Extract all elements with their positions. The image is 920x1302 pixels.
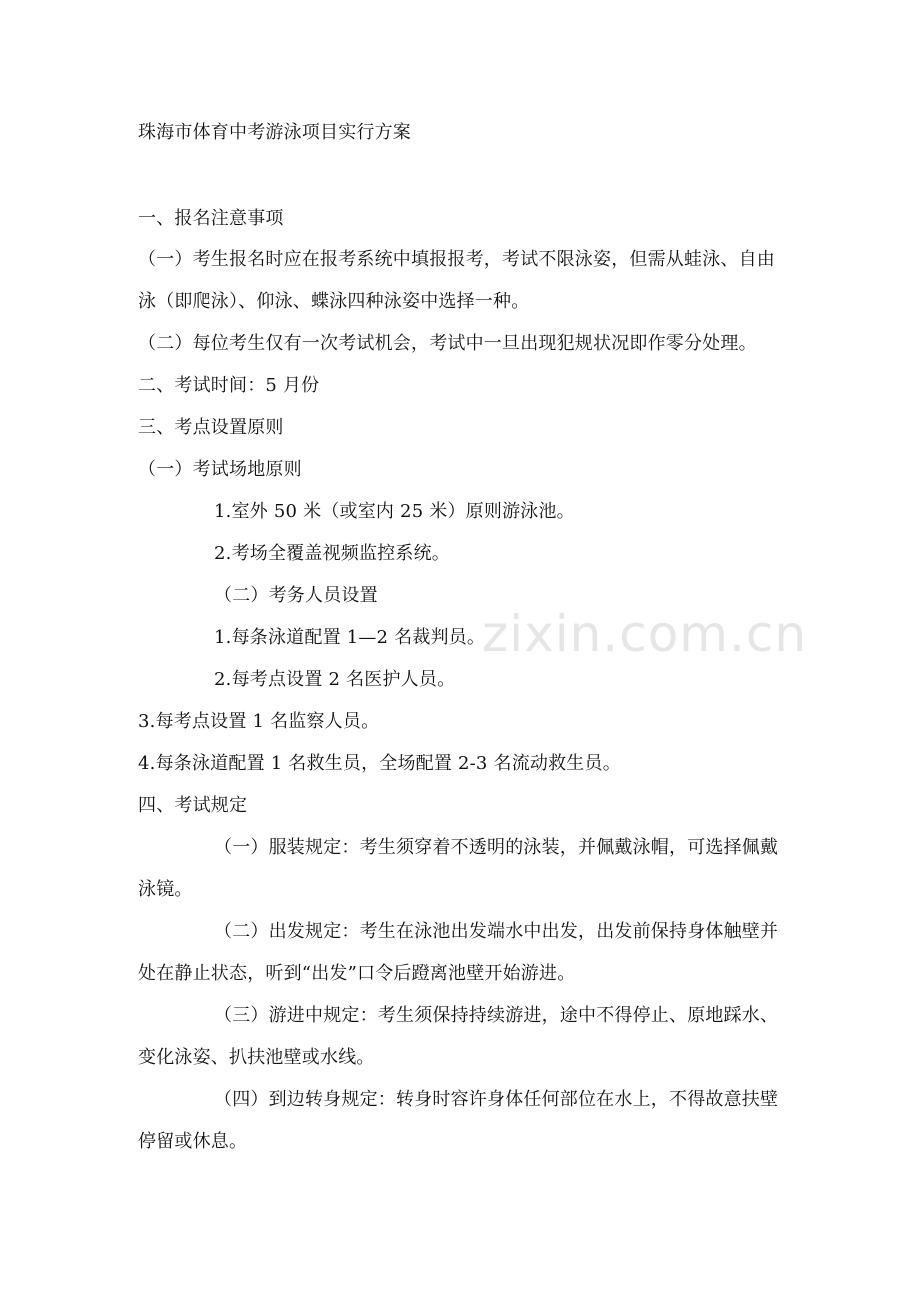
list-item: 4.每条泳道配置 1 名救生员，全场配置 2-3 名流动救生员。 [138,753,621,774]
paragraph-line: （四）到边转身规定：转身时容许身体任何部位在水上，不得故意扶壁 [214,1089,779,1110]
subsection-heading: （一）考试场地原则 [138,459,302,480]
paragraph-line: 泳（即爬泳）、仰泳、蝶泳四种泳姿中选择一种。 [138,291,530,312]
document-title: 珠海市体育中考游泳项目实行方案 [138,122,411,143]
subsection-heading: （二）考务人员设置 [214,585,378,606]
section-heading: 四、考试规定 [138,795,248,816]
paragraph-line: （三）游进中规定：考生须保持持续游进，途中不得停止、原地踩水、 [214,1005,779,1026]
paragraph-line: 变化泳姿、扒扶池壁或水线。 [138,1047,375,1068]
section-heading: 三、考点设置原则 [138,417,284,438]
paragraph-line: （二）每位考生仅有一次考试机会，考试中一旦出现犯规状况即作零分处理。 [138,333,757,354]
paragraph-line: （二）出发规定：考生在泳池出发端水中出发，出发前保持身体触壁并 [214,921,779,942]
paragraph-line: 泳镜。 [138,879,193,900]
section-heading: 二、考试时间：5 月份 [138,375,320,396]
list-item: 2.每考点设置 2 名医护人员。 [214,669,456,690]
list-item: 2.考场全覆盖视频监控系统。 [214,543,450,564]
paragraph-line: （一）服装规定：考生须穿着不透明的泳装，并佩戴泳帽，可选择佩戴 [214,837,779,858]
list-item: 1.室外 50 米（或室内 25 米）原则游泳池。 [214,501,575,522]
paragraph-line: （一）考生报名时应在报考系统中填报报考，考试不限泳姿，但需从蛙泳、自由 [138,249,775,270]
watermark: zixin.com.cn [482,605,808,663]
paragraph-line: 处在静止状态，听到“出发”口令后蹬离池壁开始游进。 [138,963,576,984]
paragraph-line: 停留或休息。 [138,1131,248,1152]
list-item: 3.每考点设置 1 名监察人员。 [138,711,380,732]
list-item: 1.每条泳道配置 1—2 名裁判员。 [214,627,486,648]
section-heading: 一、报名注意事项 [138,208,284,229]
